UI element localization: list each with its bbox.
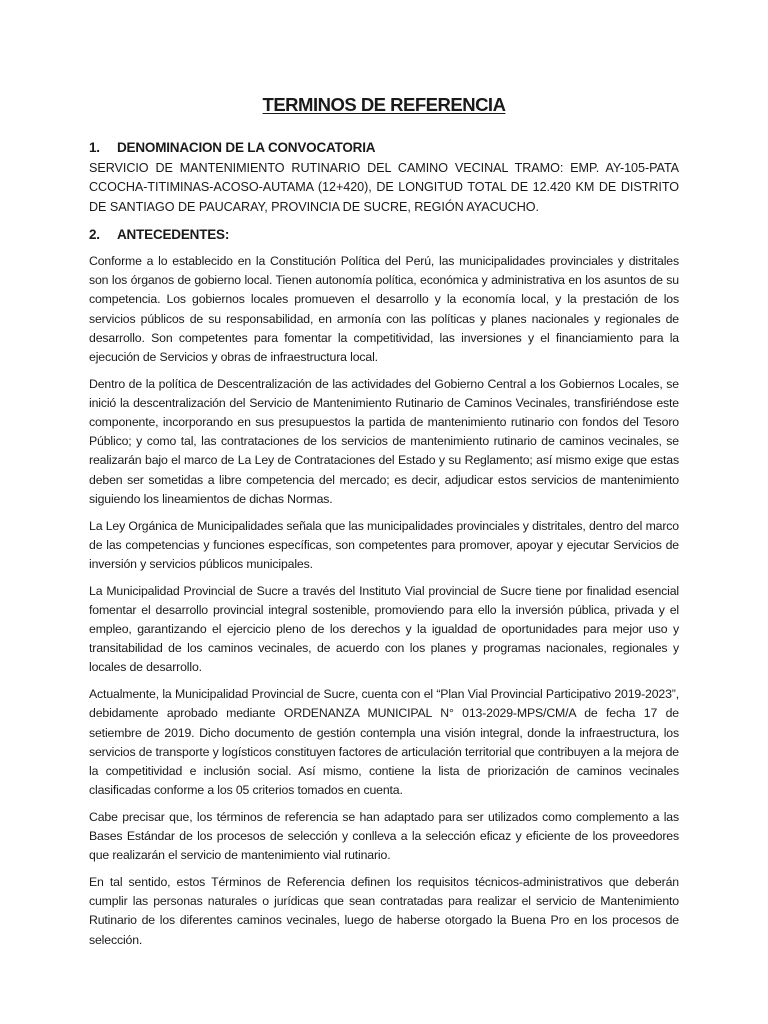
antecedentes-paragraph-4: La Municipalidad Provincial de Sucre a través del Instituto Vial provincial de Sucre tiene por finalidad esencial fomentar el desarrollo provincial integral sostenible, promoviendo para ello la inversión pública, privada y el empleo, garantizando el ejercicio pleno de los derechos y la igualdad de oportunidades para mejor uso y transitabilidad de los caminos vecinales, de acuerdo con los planes y programas nacionales, regionales y locales de desarrollo. <box>89 583 679 675</box>
section-2-heading <box>89 226 679 244</box>
document-body <box>89 139 679 957</box>
convocatoria-denomination-text: SERVICIO DE MANTENIMIENTO RUTINARIO DEL CAMINO VECINAL TRAMO: EMP. AY-105-PATA CCOCHA-TITIMINAS-ACOSO-AUTAMA (12+420), DE LONGITUD TOTAL DE 12.420 KM DE DISTRITO DE SANTIAGO DE PAUCARAY, PROVINCIA DE SUCRE, REGIÓN AYACUCHO. <box>89 161 679 214</box>
section-2-title: ANTECEDENTES: <box>117 226 230 242</box>
document-title: TERMINOS DE REFERENCIA <box>262 94 506 115</box>
antecedentes-paragraph-2: Dentro de la política de Descentralización de las actividades del Gobierno Central a los Gobiernos Locales, se inició la descentralización del Servicio de Mantenimiento Rutinario de Caminos Vecinales, transfiriéndose este componente, incorporando en sus presupuestos la partida de mantenimiento rutinario con fondos del Tesoro Público; y como tal, las contrataciones de los servicios de mantenimiento rutinario de caminos vecinales, se realizarán bajo el marco de La Ley de Contrataciones del Estado y su Reglamento; así mismo exige que estas deben ser sometidas a libre competencia del mercado; es decir, adjudicar estos servicios de mantenimiento siguiendo los lineamientos de dichas Normas. <box>89 376 679 506</box>
section-1-heading <box>89 139 679 157</box>
section-1-number: 1. <box>89 140 100 155</box>
antecedentes-paragraph-1: Conforme a lo establecido en la Constitución Política del Perú, las municipalidades provinciales y distritales son los órganos de gobierno local. Tienen autonomía política, económica y administrativa en los asuntos de su competencia. Los gobiernos locales promueven el desarrollo y la economía local, y la prestación de los servicios públicos de su responsabilidad, en armonía con las políticas y planes nacionales y regionales de desarrollo. Son competentes para fomentar la competitividad, las inversiones y el financiamiento para la ejecución de Servicios y obras de infraestructura local. <box>89 253 679 364</box>
antecedentes-paragraph-7: En tal sentido, estos Términos de Referencia definen los requisitos técnicos-administrativos que deberán cumplir las personas naturales o jurídicas que sean contratadas para realizar el servicio de Mantenimiento Rutinario de los diferentes caminos vecinales, luego de haberse otorgado la Buena Pro en los procesos de selección. <box>89 874 679 947</box>
section-2-number: 2. <box>89 226 100 242</box>
section-1-title: DENOMINACION DE LA CONVOCATORIA <box>117 140 376 155</box>
antecedentes-paragraph-3: La Ley Orgánica de Municipalidades señala que las municipalidades provinciales y distritales, dentro del marco de las competencias y funciones específicas, son competentes para promover, apoyar y ejecutar Servicios de inversión y servicios públicos municipales. <box>89 518 679 571</box>
antecedentes-paragraph-5: Actualmente, la Municipalidad Provincial de Sucre, cuenta con el “Plan Vial Provincial Participativo 2019-2023”, debidamente aprobado mediante ORDENANZA MUNICIPAL N° 013-2029-MPS/CM/A de fecha 17 de setiembre de 2019. Dicho documento de gestión contempla una visión integral, donde la infraestructura, los servicios de transporte y logísticos constituyen factores de articulación territorial que contribuyen a la mejora de la competitividad e inclusión social. Así mismo, contiene la lista de priorización de caminos vecinales clasificadas conforme a los 05 criterios tomados en cuenta. <box>89 687 679 798</box>
antecedentes-paragraph-6: Cabe precisar que, los términos de referencia se han adaptado para ser utilizados como complemento a las Bases Estándar de los procesos de selección y conlleva a la selección eficaz y eficiente de los proveedores que realizarán el servicio de mantenimiento vial rutinario. <box>89 809 679 863</box>
